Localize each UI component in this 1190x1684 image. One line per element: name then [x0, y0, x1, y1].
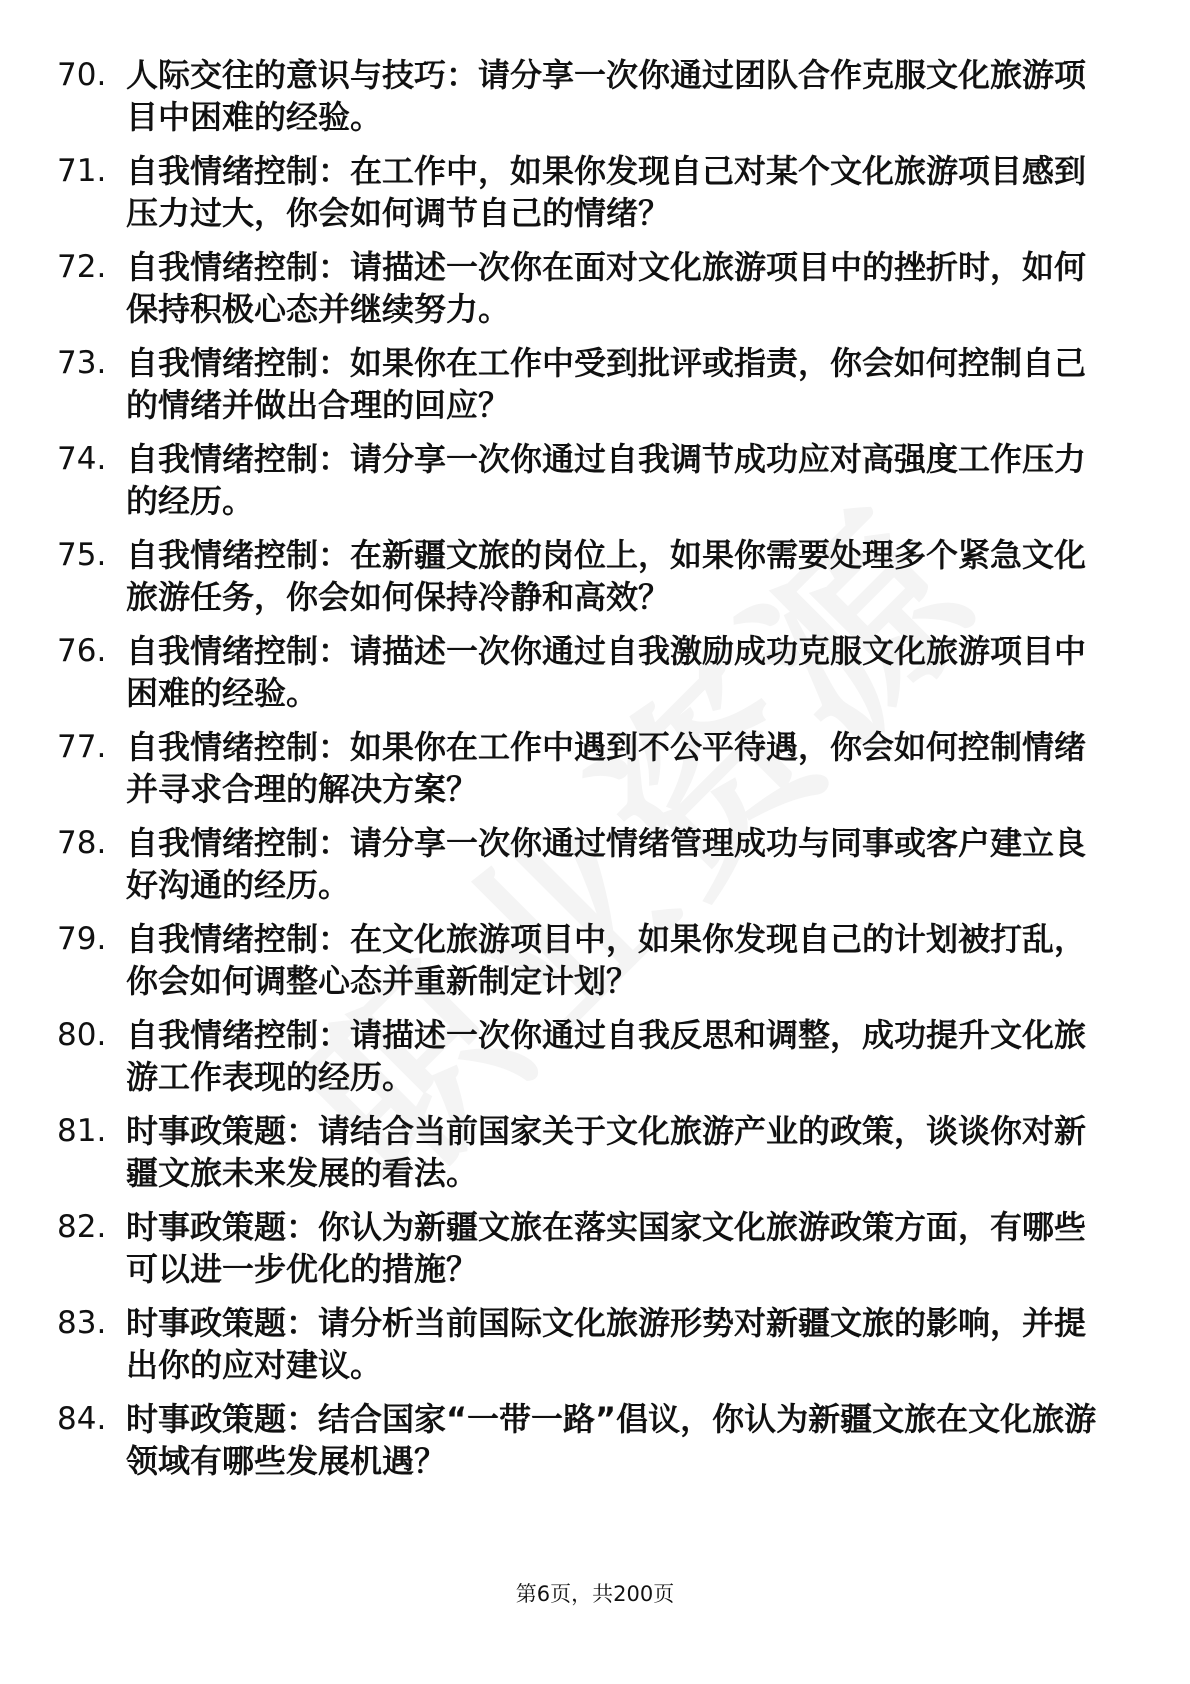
question-text: 自我情绪控制：请描述一次你通过自我反思和调整，成功提升文化旅游工作表现的经历。 [126, 1016, 1087, 1096]
question-text: 自我情绪控制：请描述一次你在面对文化旅游项目中的挫折时，如何保持积极心态并继续努力。 [126, 248, 1087, 328]
page-number-label: 第6页，共200页 [515, 1582, 675, 1606]
question-item [0, 150, 1190, 246]
question-number: 72. [57, 249, 107, 285]
question-item [0, 726, 1190, 822]
question-text: 自我情绪控制：在新疆文旅的岗位上，如果你需要处理多个紧急文化旅游任务，你会如何保持冷静和高效？ [126, 536, 1087, 616]
question-item [0, 246, 1190, 342]
question-item [0, 1110, 1190, 1206]
question-item [0, 1302, 1190, 1398]
question-item [0, 534, 1190, 630]
question-text: 时事政策题：你认为新疆文旅在落实国家文化旅游政策方面，有哪些可以进一步优化的措施？ [126, 1208, 1087, 1288]
question-number: 78. [57, 825, 107, 861]
question-number: 75. [57, 537, 107, 573]
question-item [0, 822, 1190, 918]
question-item [0, 54, 1190, 150]
question-number: 79. [57, 921, 107, 957]
question-item [0, 1206, 1190, 1302]
question-number: 70. [57, 57, 107, 93]
question-number: 83. [57, 1305, 107, 1341]
question-text: 时事政策题：请分析当前国际文化旅游形势对新疆文旅的影响，并提出你的应对建议。 [126, 1304, 1087, 1384]
question-item [0, 342, 1190, 438]
question-item [0, 630, 1190, 726]
question-number: 80. [57, 1017, 107, 1053]
question-number: 76. [57, 633, 107, 669]
question-item [0, 1398, 1190, 1494]
question-number: 81. [57, 1113, 107, 1149]
question-item [0, 918, 1190, 1014]
question-text: 自我情绪控制：请分享一次你通过情绪管理成功与同事或客户建立良好沟通的经历。 [126, 824, 1087, 904]
page-footer [0, 1580, 1190, 1608]
question-number: 82. [57, 1209, 107, 1245]
question-number: 71. [57, 153, 107, 189]
question-item [0, 438, 1190, 534]
question-text: 时事政策题：结合国家“一带一路”倡议，你认为新疆文旅在文化旅游领域有哪些发展机遇？ [126, 1400, 1097, 1480]
question-text: 自我情绪控制：请分享一次你通过自我调节成功应对高强度工作压力的经历。 [126, 440, 1087, 520]
question-text: 自我情绪控制：如果你在工作中遇到不公平待遇，你会如何控制情绪并寻求合理的解决方案？ [126, 728, 1087, 808]
question-number: 74. [57, 441, 107, 477]
question-text: 自我情绪控制：如果你在工作中受到批评或指责，你会如何控制自己的情绪并做出合理的回应？ [126, 344, 1087, 424]
question-text: 人际交往的意识与技巧：请分享一次你通过团队合作克服文化旅游项目中困难的经验。 [126, 56, 1087, 136]
question-number: 73. [57, 345, 107, 381]
question-text: 自我情绪控制：在工作中，如果你发现自己对某个文化旅游项目感到压力过大，你会如何调节自己的情绪？ [126, 152, 1087, 232]
question-text: 自我情绪控制：在文化旅游项目中，如果你发现自己的计划被打乱，你会如何调整心态并重新制定计划？ [126, 920, 1087, 1000]
question-number: 77. [57, 729, 107, 765]
question-number: 84. [57, 1401, 107, 1437]
question-text: 自我情绪控制：请描述一次你通过自我激励成功克服文化旅游项目中困难的经验。 [126, 632, 1087, 712]
question-item [0, 1014, 1190, 1110]
question-text: 时事政策题：请结合当前国家关于文化旅游产业的政策，谈谈你对新疆文旅未来发展的看法。 [126, 1112, 1087, 1192]
